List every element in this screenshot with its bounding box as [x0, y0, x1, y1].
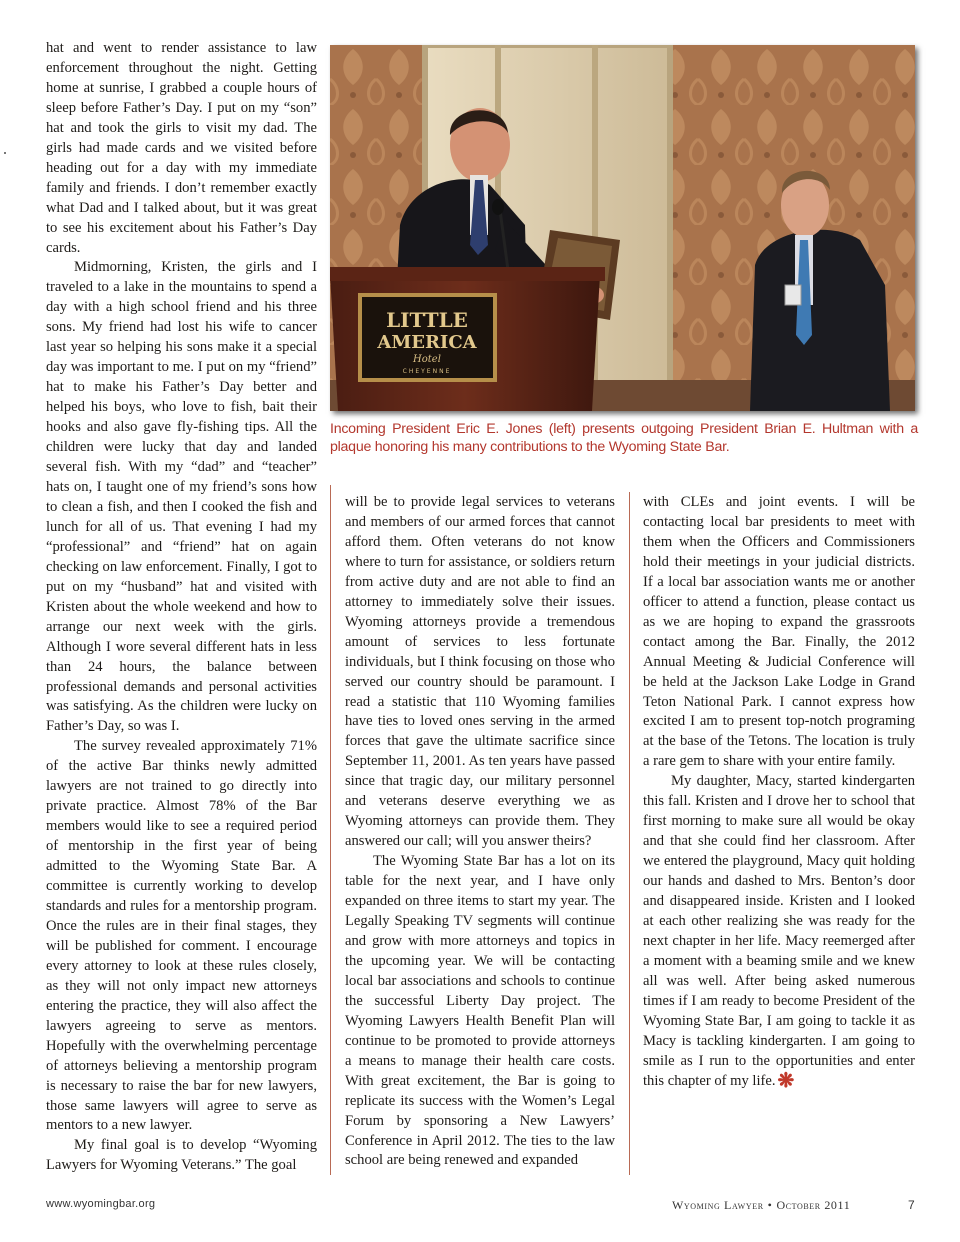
- paragraph: The survey revealed approximately 71% of the active Bar thinks newly admitted lawyers are not trained to go directly into private practice. Almost 78% of the Bar members would like to see a required period of mentorship in the first year of being admitted to the Wyoming State Bar. A committee is currently working to develop standards and rules for a mentorship program. Once the rules are in their final stages, they will be published for comment. I encourage every attorney to look at these rules closely, as they will not only impact new attorneys entering the practice, they will also affect the lawyers agreeing to serve as mentors. Hopefully with the overwhelming percentage of attorneys believing a mentorship program is necessary to raise the bar for new lawyers, those same lawyers will agree to serve as mentors to a new lawyer.: [46, 738, 317, 1134]
- paragraph: Midmorning, Kristen, the girls and I traveled to a lake in the mountains to spend a day with a high school friend and his three sons. My friend had lost his wife to cancer last year so helping his sons make it a special day was important to me. I put on my “friend” hat to make his Father’s Day better and helped his boys, who love to fish, bait their hooks and also gave fly-fishing tips. All the children were lucky that day and landed several fish. With my “dad” and “teacher” hats on, I taught one of my friend’s sons how to clean a fish, and then I cooked the fish and lunch for all of us. That evening I had my “professional” and “friend” hat on again checking on law enforcement. Finally, I got to put on my “husband” hat and visited with Kristen about the whole weekend and how to arrange our next week with the girls. Although I wore several different hats in less than 24 hours, the balance between professional demands and personal activities was satisfying. As the children were lucky on Father’s Day, so was I.: [46, 259, 317, 735]
- page-number: 7: [908, 1198, 915, 1212]
- award-photo: [330, 45, 915, 411]
- photo-caption: Incoming President Eric E. Jones (left) presents outgoing President Brian E. Hultman with a plaque honoring his many contributions to the Wyoming State Bar.: [330, 421, 918, 455]
- podium-sign-line2: AMERICA: [377, 332, 477, 353]
- margin-mark: [4, 152, 6, 154]
- paragraph: hat and went to render assistance to law enforcement throughout the night. Getting home at sunrise, I grabbed a couple hours of sleep before Father’s Day. I put on my “son” hat and took the girls to visit my dad. The girls had made cards and we visited before heading out for a day with my immediate family and friends. I don’t remember exactly what Dad and I talked about, but it was great to see his excitement about his Father’s Day cards.: [46, 40, 317, 256]
- bullet: •: [767, 1198, 773, 1212]
- podium-sign-line3: Hotel: [413, 354, 441, 365]
- paragraph: [643, 772, 915, 1091]
- article-column-1: [46, 39, 317, 1176]
- podium-sign-line1: LITTLE: [386, 308, 468, 332]
- paragraph: will be to provide legal services to veterans and members of our armed forces that cannot afford them. Often veterans do not know where to turn for assistance, or soldiers return from active duty and are not able to find an attorney to immediately solve their issues. Wyoming attorneys provide a tremendous amount of services to less fortunate individuals, but I think focusing on those who served our country should be paramount. I read a statistic that 110 Wyoming families have ties to loved ones serving in the armed forces that gave the ultimate sacrifice since September 11, 2001. As ten years have passed since that tragic day, our military personnel and veterans deserve everything we as Wyoming attorneys can provide them. They answered our call; will you answer theirs?: [345, 494, 615, 850]
- footer-website: www.wyomingbar.org: [46, 1198, 156, 1210]
- article-column-2: [345, 493, 615, 1171]
- podium-sign-line4: CHEYENNE: [402, 368, 452, 375]
- paragraph: with CLEs and joint events. I will be contacting local bar presidents to meet with them when the Officers and Commissioners hold their meetings in your judicial districts. If a local bar association wants me or another officer to attend a function, please contact us as we are hoping to expand the grassroots contact among the Bar. Finally, the 2012 Annual Meeting & Judicial Conference will be held at the Jackson Lake Lodge in Grand Teton National Park. I cannot express how excited I am to present top-notch programing at the base of the Tetons. The location is truly a rare gem to share with your entire family.: [643, 494, 915, 770]
- column-divider: [330, 485, 331, 1175]
- paragraph-text: My daughter, Macy, started kindergarten this fall. Kristen and I drove her to school that first morning to make sure all would be okay and that she could find her classroom. After we entered the playground, Macy quit holding our hands and dashed to Mrs. Benton’s door and disappeared inside. Kristen and I looked at each other realizing she was ready for the next chapter in her life. Macy reemerged after a moment with a beaming smile and we knew all was well. After being asked numerous times if I am ready to become President of the Wyoming State Bar, I am going to tackle it as Macy is tackling kindergarten. I am going to smile as I run to the opportunities and enter this chapter of my life.: [643, 773, 915, 1089]
- end-mark-icon: ❋: [777, 1069, 795, 1092]
- magazine-name: Wyoming Lawyer: [672, 1198, 764, 1212]
- issue-date: October 2011: [776, 1198, 851, 1212]
- column-divider: [629, 492, 630, 1175]
- paragraph: My final goal is to develop “Wyoming Lawyers for Wyoming Veterans.” The goal: [46, 1137, 317, 1174]
- footer-publication: [672, 1198, 850, 1213]
- article-column-3: [643, 493, 915, 1092]
- paragraph: The Wyoming State Bar has a lot on its table for the next year, and I have only expanded on three items to start my year. The Legally Speaking TV segments will continue and grow with more attorneys and topics in the upcoming year. We will be contacting local bar associations and schools to continue the successful Liberty Day project. The Wyoming Lawyers Health Benefit Plan will continue to be promoted to provide attorneys a means to manage their health care costs. With great excitement, the Bar is going to replicate its success with the Women’s Legal Forum by sponsoring a New Lawyers’ Conference in April 2012. The ties to the law school are being renewed and expanded: [345, 853, 615, 1169]
